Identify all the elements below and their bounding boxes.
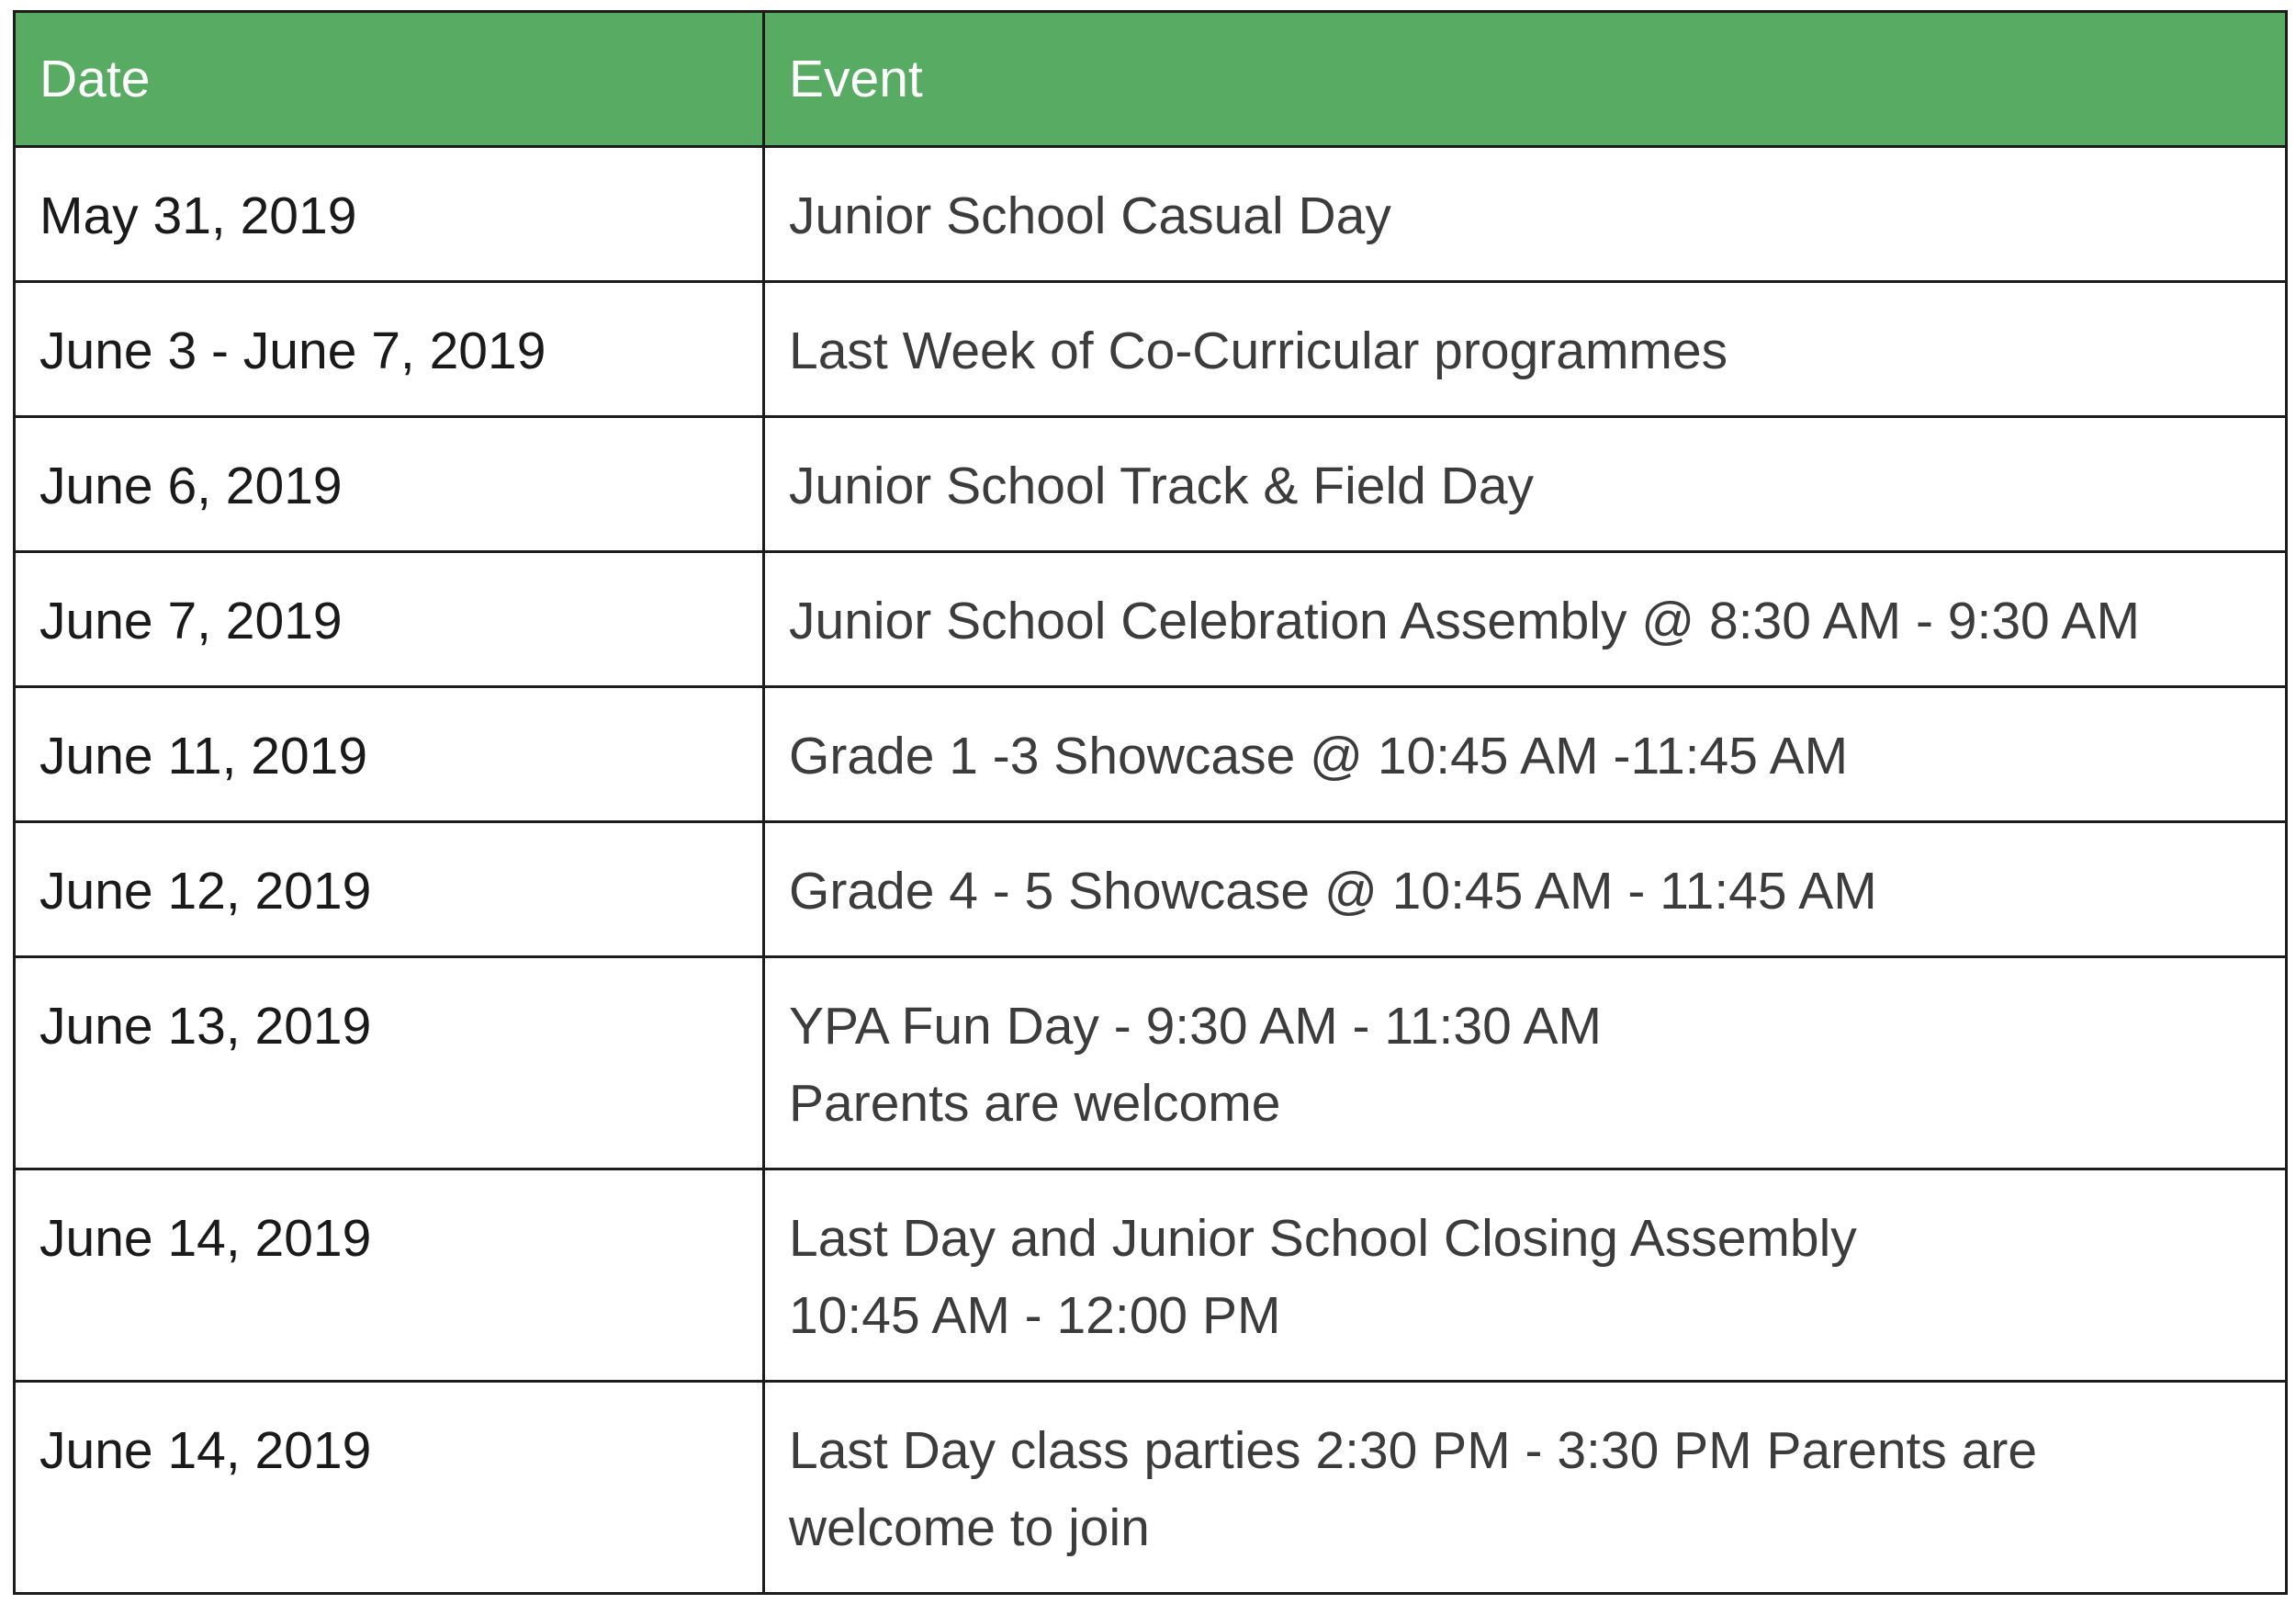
event-cell <box>764 1382 2287 1594</box>
date-cell: June 14, 2019 <box>15 1169 764 1382</box>
event-text-line: Last Week of Co-Curricular programmes <box>789 322 1728 380</box>
event-text-line: welcome to join <box>789 1498 1150 1557</box>
table-row <box>15 687 2287 822</box>
events-table <box>13 10 2288 1595</box>
event-cell <box>764 957 2287 1169</box>
table-row <box>15 147 2287 282</box>
event-text-line: Junior School Casual Day <box>789 186 1391 245</box>
event-cell <box>764 282 2287 417</box>
event-text-line: Grade 1 -3 Showcase @ 10:45 AM -11:45 AM <box>789 727 1849 785</box>
date-cell: June 11, 2019 <box>15 687 764 822</box>
event-cell <box>764 822 2287 957</box>
date-cell: June 14, 2019 <box>15 1382 764 1594</box>
event-cell <box>764 552 2287 687</box>
table-row <box>15 417 2287 552</box>
date-cell: June 13, 2019 <box>15 957 764 1169</box>
event-text-line: Grade 4 - 5 Showcase @ 10:45 AM - 11:45 AM <box>789 862 1877 921</box>
table-row <box>15 282 2287 417</box>
event-text-line: Last Day class parties 2:30 PM - 3:30 PM Parents are <box>789 1421 2038 1480</box>
event-text-line: Junior School Celebration Assembly @ 8:30 AM - 9:30 AM <box>789 592 2140 650</box>
event-text-line: 10:45 AM - 12:00 PM <box>789 1286 1281 1345</box>
event-cell <box>764 417 2287 552</box>
date-cell: May 31, 2019 <box>15 147 764 282</box>
date-cell: June 12, 2019 <box>15 822 764 957</box>
table-row <box>15 1382 2287 1594</box>
event-text-line: YPA Fun Day - 9:30 AM - 11:30 AM <box>789 997 1602 1056</box>
date-cell: June 6, 2019 <box>15 417 764 552</box>
table-row <box>15 822 2287 957</box>
event-text-line: Last Day and Junior School Closing Assembly <box>789 1209 1857 1268</box>
header-row <box>15 12 2287 147</box>
date-column-header: Date <box>15 12 764 147</box>
table-header <box>15 12 2287 147</box>
date-cell: June 7, 2019 <box>15 552 764 687</box>
table-body <box>15 147 2287 1594</box>
date-cell: June 3 - June 7, 2019 <box>15 282 764 417</box>
event-cell <box>764 687 2287 822</box>
event-text-line: Junior School Track & Field Day <box>789 457 1534 515</box>
event-text-line: Parents are welcome <box>789 1074 1281 1133</box>
event-cell <box>764 1169 2287 1382</box>
event-column-header: Event <box>764 12 2287 147</box>
table-row <box>15 552 2287 687</box>
table-row <box>15 1169 2287 1382</box>
table-row <box>15 957 2287 1169</box>
event-cell <box>764 147 2287 282</box>
